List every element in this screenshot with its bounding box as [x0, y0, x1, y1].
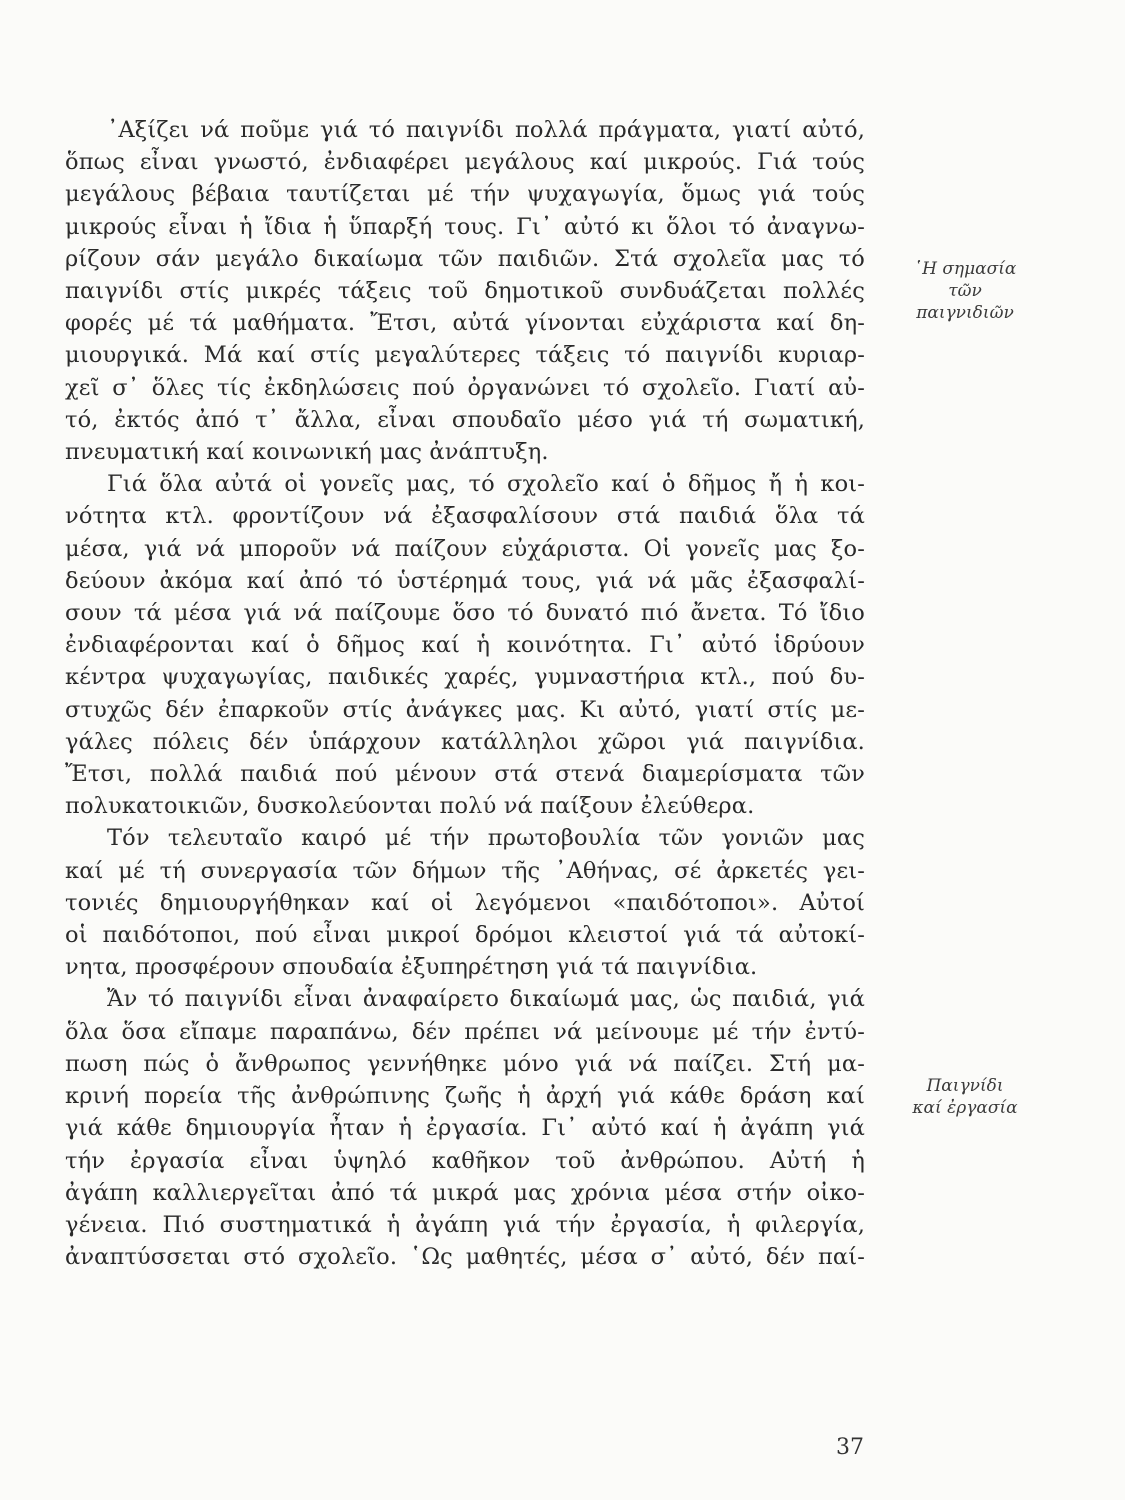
text-line: πολυκατοικιῶν, δυσκολεύονται πολύ νά παίξουν ἐλεύθερα.: [65, 793, 755, 820]
margin-note-line: καί ἐργασία: [912, 1098, 1018, 1118]
text-line: πωση πώς ὁ ἄνθρωπος γεννήθηκε μόνο γιά νά παίζει. Στή μα-: [65, 1050, 865, 1077]
paragraph: [65, 114, 865, 468]
text-line: νητα, προσφέρουν σπουδαία ἐξυπηρέτηση γιά τά παιγνίδια.: [65, 954, 758, 981]
text-line: τό, ἐκτός ἀπό τ᾿ ἄλλα, εἶναι σπουδαῖο μέσο γιά τή σωματική,: [65, 406, 865, 433]
paragraph: [65, 468, 865, 822]
text-line: δεύουν ἀκόμα καί ἀπό τό ὑστέρημά τους, γιά νά μᾶς ἐξασφαλί-: [65, 567, 865, 594]
text-line: ἀγάπη καλλιεργεῖται ἀπό τά μικρά μας χρόνια μέσα στήν οἰκο-: [65, 1179, 865, 1206]
text-line: κέντρα ψυχαγωγίας, παιδικές χαρές, γυμναστήρια κτλ., πού δυ-: [65, 664, 865, 691]
text-line: ρίζουν σάν μεγάλο δικαίωμα τῶν παιδιῶν. Στά σχολεῖα μας τό: [65, 245, 865, 272]
paragraph: [65, 822, 865, 983]
margin-note-game-and-work: [880, 1075, 1050, 1119]
text-line: νότητα κτλ. φροντίζουν νά ἐξασφαλίσουν στά παιδιά ὅλα τά: [65, 503, 865, 530]
text-line: Ἔτσι, πολλά παιδιά πού μένουν στά στενά διαμερίσματα τῶν: [65, 761, 865, 788]
text-line: τονιές δημιουργήθηκαν καί οἱ λεγόμενοι «παιδότοποι». Αὐτοί: [65, 889, 865, 916]
main-text: [65, 114, 865, 1273]
text-line: φορές μέ τά μαθήματα. Ἔτσι, αὐτά γίνονται εὐχάριστα καί δη-: [65, 310, 865, 337]
text-line: καί μέ τή συνεργασία τῶν δήμων τῆς ᾿Αθήνας, σέ ἀρκετές γει-: [65, 857, 865, 884]
text-line: κρινή πορεία τῆς ἀνθρώπινης ζωῆς ἡ ἀρχή γιά κάθε δράση καί: [65, 1083, 865, 1110]
text-line: τήν ἐργασία εἶναι ὑψηλό καθῆκον τοῦ ἀνθρώπου. Αὐτή ἡ: [65, 1147, 865, 1174]
text-line: χεῖ σ᾿ ὅλες τίς ἐκδηλώσεις πού ὀργανώνει τό σχολεῖο. Γιατί αὐ-: [65, 374, 865, 401]
text-line: γιά κάθε δημιουργία ἦταν ἡ ἐργασία. Γι᾿ αὐτό καί ἡ ἀγάπη γιά: [65, 1115, 865, 1142]
text-line: μέσα, γιά νά μποροῦν νά παίζουν εὐχάριστα. Οἱ γονεῖς μας ξο-: [65, 535, 865, 562]
text-line: Τόν τελευταῖο καιρό μέ τήν πρωτοβουλία τῶν γονιῶν μας: [107, 825, 865, 852]
text-line: μικρούς εἶναι ἡ ἴδια ἡ ὕπαρξή τους. Γι᾿ αὐτό κι ὅλοι τό ἀναγνω-: [65, 213, 865, 240]
paragraph: [65, 983, 865, 1273]
text-line: Γιά ὅλα αὐτά οἱ γονεῖς μας, τό σχολεῖο καί ὁ δῆμος ἤ ἡ κοι-: [107, 471, 865, 498]
text-line: γένεια. Πιό συστηματικά ἡ ἀγάπη γιά τήν ἐργασία, ἡ φιλεργία,: [65, 1211, 865, 1238]
page-number: 37: [836, 1435, 864, 1460]
text-line: ᾿Αξίζει νά ποῦμε γιά τό παιγνίδι πολλά πράγματα, γιατί αὐτό,: [107, 117, 865, 143]
text-line: οἱ παιδότοποι, πού εἶναι μικροί δρόμοι κλειστοί γιά τά αὐτοκί-: [65, 922, 865, 949]
text-line: στυχῶς δέν ἐπαρκοῦν στίς ἀνάγκες μας. Κι αὐτό, γιατί στίς με-: [65, 696, 865, 723]
text-line: Ἄν τό παιγνίδι εἶναι ἀναφαίρετο δικαίωμά μας, ὡς παιδιά, γιά: [107, 986, 865, 1013]
text-line: ἀναπτύσσεται στό σχολεῖο. ῾Ως μαθητές, μέσα σ᾿ αὐτό, δέν παί-: [65, 1244, 865, 1271]
margin-note-line: ῾Η σημασία: [913, 259, 1017, 279]
text-line: μιουργικά. Μά καί στίς μεγαλύτερες τάξεις τό παιγνίδι κυριαρ-: [65, 342, 865, 369]
text-line: πνευματική καί κοινωνική μας ἀνάπτυξη.: [65, 439, 549, 466]
margin-note-line: τῶν: [948, 281, 982, 301]
text-line: ὅπως εἶναι γνωστό, ἐνδιαφέρει μεγάλους καί μικρούς. Γιά τούς: [65, 149, 865, 176]
margin-note-importance-of-games: [880, 258, 1050, 324]
margin-note-line: παιγνιδιῶν: [916, 303, 1014, 323]
text-line: μεγάλους βέβαια ταυτίζεται μέ τήν ψυχαγωγία, ὅμως γιά τούς: [65, 181, 865, 208]
text-line: γάλες πόλεις δέν ὑπάρχουν κατάλληλοι χῶροι γιά παιγνίδια.: [65, 728, 865, 755]
text-line: παιγνίδι στίς μικρές τάξεις τοῦ δημοτικοῦ συνδυάζεται πολλές: [65, 278, 865, 305]
margin-note-line: Παιγνίδι: [926, 1076, 1004, 1096]
text-line: ἐνδιαφέρονται καί ὁ δῆμος καί ἡ κοινότητα. Γι᾿ αὐτό ἱδρύουν: [65, 632, 865, 659]
text-line: ὅλα ὅσα εἴπαμε παραπάνω, δέν πρέπει νά μείνουμε μέ τήν ἐντύ-: [65, 1018, 865, 1045]
text-line: σουν τά μέσα γιά νά παίζουμε ὅσο τό δυνατό πιό ἄνετα. Τό ἴδιο: [65, 600, 865, 627]
